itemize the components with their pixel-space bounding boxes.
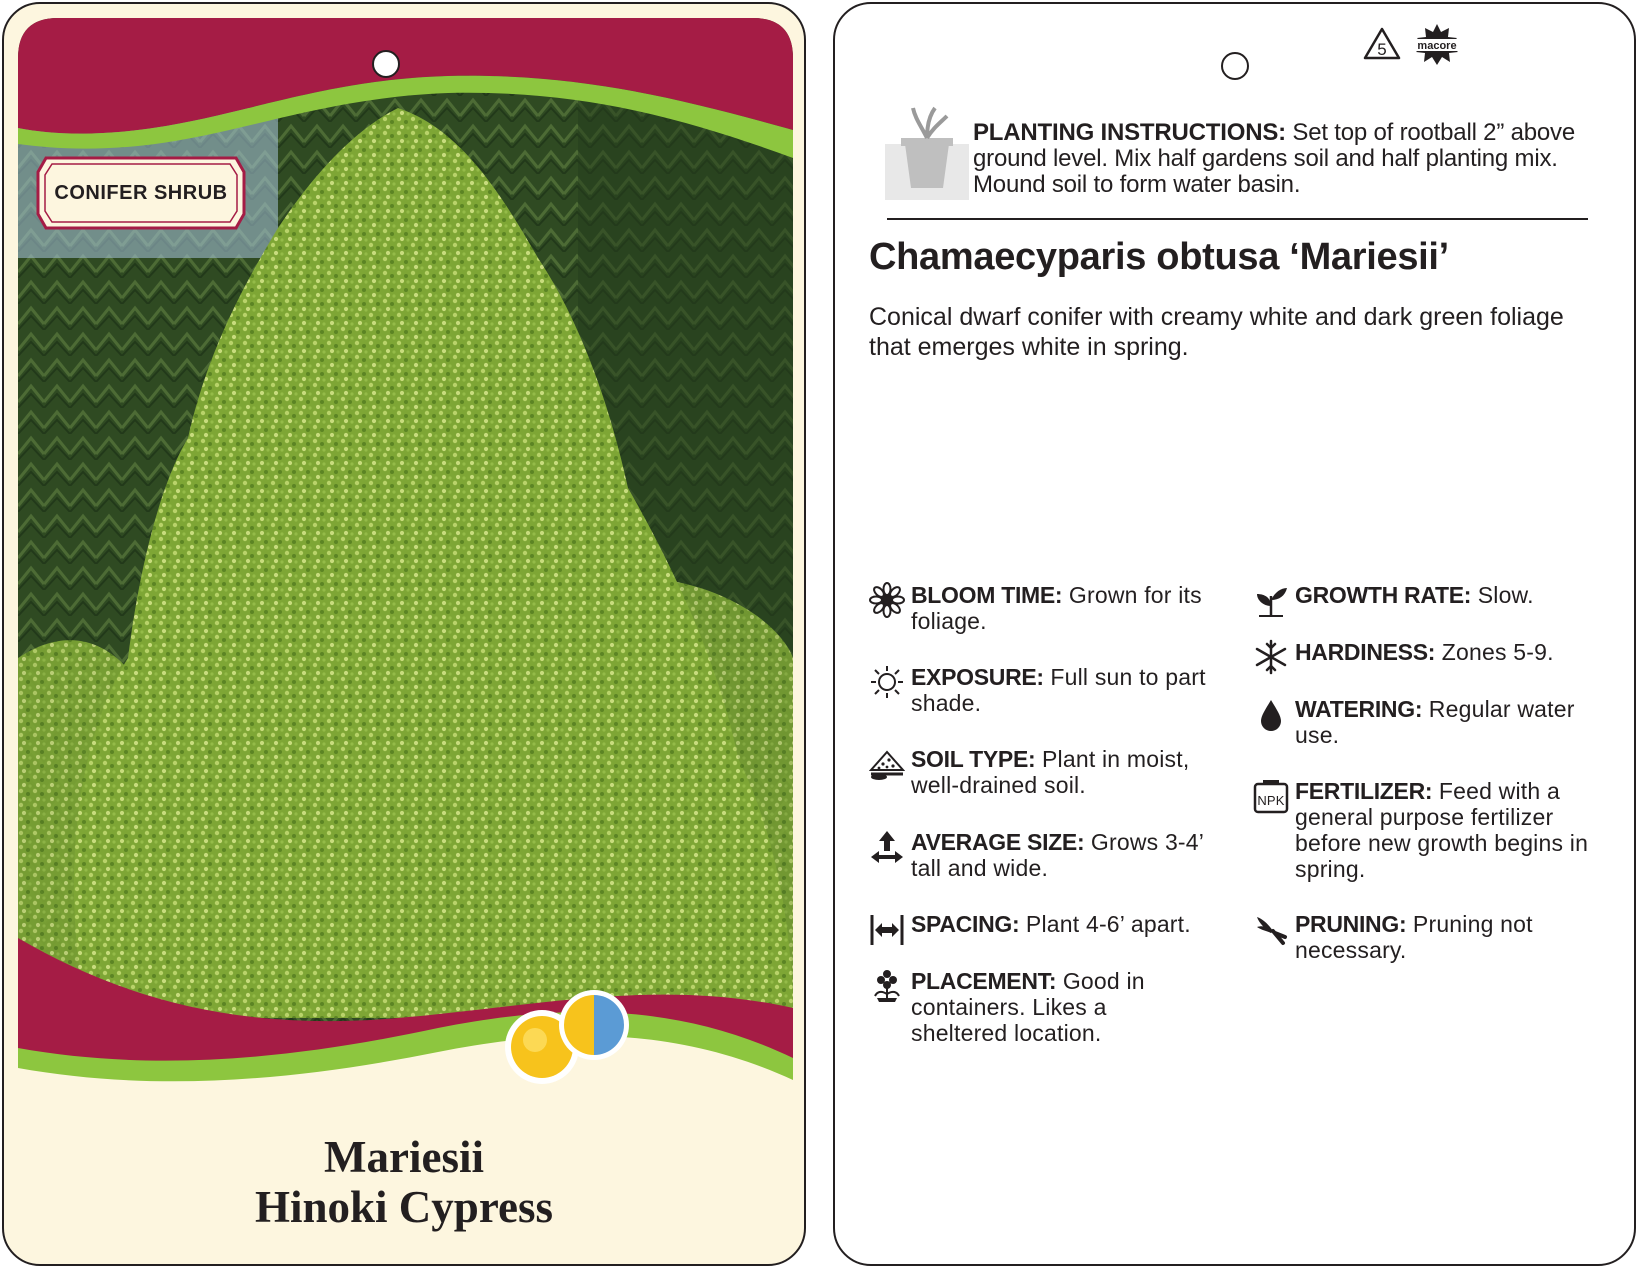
soil-type-label: SOIL TYPE: (911, 746, 1036, 772)
exposure-value: Full sun to part shade. (911, 664, 1206, 716)
spacing-attribute (911, 911, 1241, 937)
exposure-label: EXPOSURE: (911, 664, 1044, 690)
spacing-value: Plant 4-6’ apart. (1019, 911, 1191, 937)
sun-icon (869, 664, 905, 700)
planting-text (973, 120, 1593, 198)
front-plant-tag (2, 2, 806, 1266)
hardiness-label: HARDINESS: (1295, 639, 1436, 665)
hardiness-value: Zones 5-9. (1435, 639, 1554, 665)
planting-instructions (885, 104, 1585, 204)
hardiness-attribute (1295, 639, 1595, 665)
plant-description: Conical dwarf conifer with creamy white and dark green foliage that emerges white in spring. (869, 303, 1564, 361)
soil-type-attribute (911, 746, 1211, 798)
part-shade-icon (556, 987, 632, 1063)
fertilizer-value: Feed with a general purpose fertilizer before new growth begins in spring. (1295, 778, 1589, 882)
svg-text:macore: macore (1417, 40, 1457, 52)
hang-hole (372, 50, 400, 78)
common-name-line-1: Mariesii (324, 1132, 484, 1182)
hang-hole (1221, 52, 1249, 80)
spacing-icon (869, 911, 905, 947)
svg-text:NPK: NPK (1257, 793, 1285, 808)
snowflake-icon (1253, 639, 1289, 675)
flower-icon (869, 582, 905, 618)
size-icon (869, 829, 905, 865)
growth-rate-attribute (1295, 582, 1595, 608)
watering-value: Regular water use. (1295, 696, 1575, 748)
average-size-value: Grows 3-4’ tall and wide. (911, 829, 1204, 881)
fertilizer-label: FERTILIZER: (1295, 778, 1433, 804)
growth-rate-value: Slow. (1471, 582, 1534, 608)
average-size-attribute (911, 829, 1211, 881)
growth-rate-label: GROWTH RATE: (1295, 582, 1472, 608)
average-size-label: AVERAGE SIZE: (911, 829, 1085, 855)
placement-value: Good in containers. Likes a sheltered location. (911, 968, 1145, 1046)
divider (887, 218, 1588, 220)
pruning-attribute (1295, 911, 1575, 963)
exposure-attribute (911, 664, 1221, 716)
planting-body: Set top of rootball 2” above ground level. Mix half gardens soil and half planting mix. Mound soil to form water basin. (973, 119, 1575, 198)
planting-label: PLANTING INSTRUCTIONS: (973, 119, 1286, 146)
common-name-line-2: Hinoki Cypress (255, 1182, 553, 1232)
spacing-label: SPACING: (911, 911, 1020, 937)
back-plant-tag (833, 2, 1636, 1266)
water-drop-icon (1253, 696, 1289, 732)
soil-icon (869, 746, 905, 782)
fertilizer-attribute (1257, 778, 1605, 882)
placement-icon (869, 968, 905, 1004)
pruners-icon (1253, 911, 1289, 947)
pruning-value: Pruning not necessary. (1295, 911, 1533, 963)
category-badge (32, 152, 250, 234)
placement-attribute (911, 968, 1181, 1046)
watering-label: WATERING: (1295, 696, 1423, 722)
sprout-icon (1253, 582, 1289, 618)
macore-logo (1412, 22, 1462, 66)
fertilizer-icon (1253, 778, 1289, 814)
soil-type-value: Plant in moist, well-drained soil. (911, 746, 1190, 798)
latin-name: Chamaecyparis obtusa ‘Mariesii’ (869, 236, 1449, 278)
recycle-5-icon (1362, 26, 1402, 62)
planting-pot-icon (885, 104, 969, 200)
pruning-label: PRUNING: (1295, 911, 1407, 937)
category-badge-label: CONIFER SHRUB (54, 181, 228, 204)
svg-text:5: 5 (1377, 40, 1387, 59)
bloom-time-label: BLOOM TIME: (911, 582, 1063, 608)
placement-label: PLACEMENT: (911, 968, 1057, 994)
logo-row (1362, 22, 1462, 66)
bloom-time-attribute (911, 582, 1231, 634)
bloom-time-value: Grown for its foliage. (911, 582, 1202, 634)
watering-attribute (1295, 696, 1595, 748)
